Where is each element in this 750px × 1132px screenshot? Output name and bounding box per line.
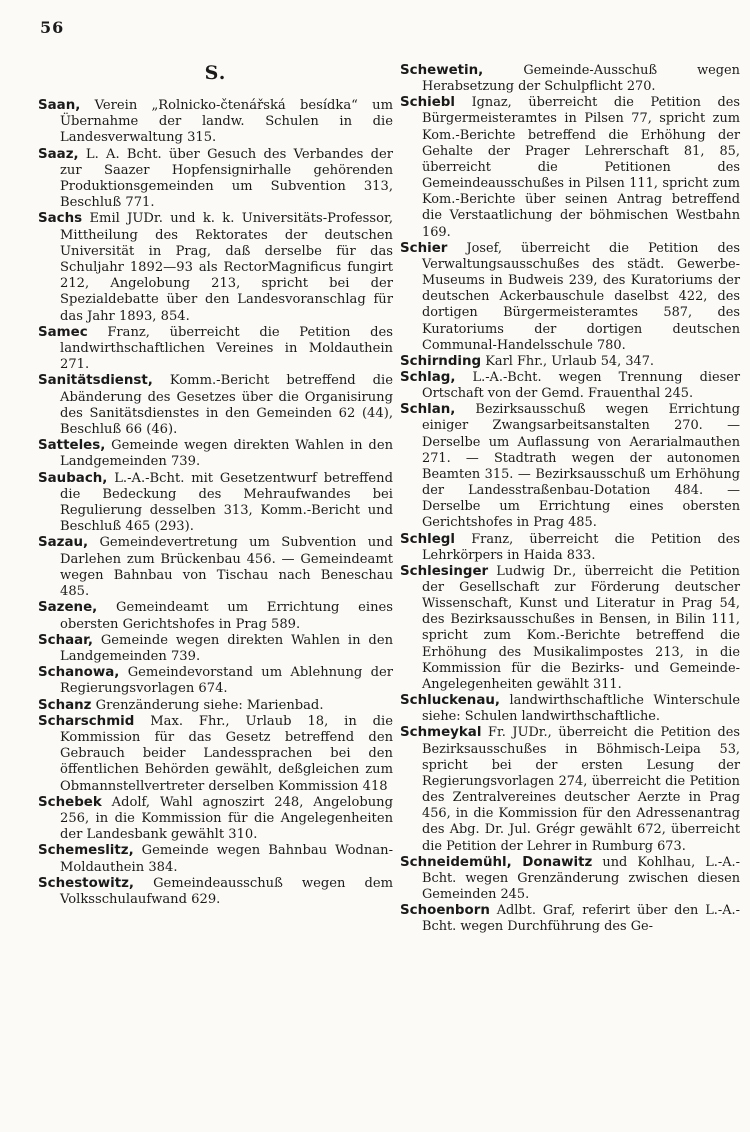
entry-text: Josef, überreicht die Petition des Verwaltungsausschußes des städt. Gewerbe-Museums in Budweis 239, des Kuratoriums der deutschen Ackerbauschule daselbst 422, des dortigen Bürgermeisteramtes 587, des Kuratoriums der dortigen deutschen Communal-Handelsschule 780. (422, 240, 740, 353)
entry-text: Gemeindeamt um Errichtung eines obersten Gerichtshofes in Prag 589. (60, 600, 393, 632)
page-number: 56 (40, 18, 65, 37)
index-entry (38, 535, 393, 600)
entry-name: Schebek (38, 794, 102, 810)
entry-name: Schanowa, (38, 665, 120, 681)
entry-name: Sanitätsdienst, (38, 373, 153, 389)
index-entry (400, 903, 740, 935)
index-entry (400, 241, 740, 354)
index-entry (400, 95, 740, 240)
entry-name: Schanz (38, 697, 92, 713)
entry-text: Max. Fhr., Urlaub 18, in die Kommission für das Gesetz betreffend den Gebrauch beider Landessprachen bei den öffentlichen Behörden gewählt, deßgleichen zum Obmannstellvertreter derselben Kommission 418 (60, 713, 393, 794)
entry-text: Ignaz, überreicht die Petition des Bürgermeisteramtes in Pilsen 77, spricht zum Kom.-Berichte betreffend die Erhöhung der Gehalte der Prager Lehrerschaft 81, 85, überreicht die Petitionen des Gemeindeausschußes in Pilsen 111, spricht zum Kom.-Berichte über seinen Antrag betreffend die Verstaatlichung der böhmischen Westbahn 169. (422, 95, 740, 240)
index-entry (400, 693, 740, 725)
entry-text: Gemeindevertretung um Subvention und Darlehen zum Brückenbau 456. — Gemeindeamt wegen Bahnbau von Tischau nach Beneschau 485. (60, 535, 393, 600)
entry-name: Schirnding (400, 353, 482, 369)
entry-text: Gemeindeausschuß wegen dem Volksschulaufwand 629. (60, 875, 393, 907)
entry-name: Satteles, (38, 438, 106, 454)
entry-text: Franz, überreicht die Petition des Lehrkörpers in Haida 833. (422, 531, 740, 563)
entry-name: Schemeslitz, (38, 843, 134, 859)
index-entry (38, 98, 393, 147)
entry-name: Saan, (38, 98, 81, 113)
right-column (400, 63, 740, 935)
entry-name: Sachs (38, 211, 83, 227)
entry-text: Ludwig Dr., überreicht die Petition der Gesellschaft zur Förderung deutscher Wissenschaft, Kunst und Literatur in Prag 54, des Bezirksausschußes in Bensen, in Bilin 111, spricht zum Kom.-Berichte betreffend die Erhöhung des Musikalimpostes 213, in die Kommission für die Bezirks- und Gemeinde-Angelegenheiten gewählt 311. (422, 563, 740, 692)
index-entry (38, 211, 393, 324)
entry-text: L.-A.-Bcht. mit Gesetzentwurf betreffend die Bedeckung des Mehraufwandes bei Regulierung desselben 313, Komm.-Bericht und Beschluß 465 (293). (60, 470, 393, 535)
index-entry (400, 564, 740, 693)
entry-name: Schoenborn (400, 903, 490, 919)
index-entry (400, 725, 740, 854)
entry-text: Bezirksausschuß wegen Errichtung einiger Zwangsarbeitsanstalten 270. — Derselbe um Auflassung von Aerarialmauthen 271. — Stadtrath wegen der autonomen Beamten 315. — Bezirksausschuß um Erhöhung der Landesstraßenbau-Dotation 484. — Derselbe um Errichtung eines obersten Gerichtshofes in Prag 485. (422, 402, 740, 531)
entry-name: Schlegl (400, 531, 455, 547)
entry-text: Grenzänderung siehe: Marienbad. (95, 697, 324, 713)
entry-text: und Kohlhau, L.-A.-Bcht. wegen Grenzänderung zwischen diesen Gemeinden 245. (422, 854, 740, 902)
index-entry (38, 147, 393, 212)
entry-text: Adlbt. Graf, referirt über den L.-A.-Bcht. wegen Durchführung des Ge- (422, 903, 740, 935)
right-entry-list (400, 63, 740, 935)
entry-name: Saaz, (38, 146, 79, 162)
entry-name: Schluckenau, (400, 693, 500, 709)
left-entry-list (38, 98, 393, 908)
entry-text: Komm.-Bericht betreffend die Abänderung des Gesetzes über die Organisirung des Sanitätsdienstes in den Gemeinden 62 (44), Beschluß 66 (46). (60, 373, 393, 438)
entry-name: Schneidemühl, Donawitz (400, 854, 593, 870)
entry-name: Schaar, (38, 632, 93, 648)
entry-text: Adolf, Wahl agnoszirt 248, Angelobung 256, in die Kommission für die Angelegenheiten der Landesbank gewählt 310. (60, 794, 393, 843)
entry-text: Emil JUDr. und k. k. Universitäts-Professor, Mittheilung des Rektorates der deutschen Universität in Prag, daß derselbe für das Schuljahr 1892—93 als RectorMagnificus fungirt 212, Angelobung 213, spricht bei der Spezialdebatte über den Landesvoranschlag für das Jahr 1893, 854. (60, 211, 393, 324)
entry-text: landwirthschaftliche Winterschule siehe: Schulen landwirthschaftliche. (422, 693, 740, 725)
index-entry (38, 714, 393, 795)
index-entry (400, 532, 740, 564)
index-entry (38, 843, 393, 875)
index-entry (38, 876, 393, 908)
entry-name: Sazene, (38, 600, 98, 616)
entry-name: Schlan, (400, 402, 456, 418)
index-entry (38, 438, 393, 470)
index-entry (38, 665, 393, 697)
entry-text: Karl Fhr., Urlaub 54, 347. (485, 353, 655, 369)
entry-text: Gemeinde wegen Bahnbau Wodnan-Moldauthein 384. (60, 843, 393, 875)
left-column (38, 62, 393, 908)
entry-name: Scharschmid (38, 713, 135, 729)
index-entry (38, 325, 393, 374)
entry-text: L.-A.-Bcht. wegen Trennung dieser Ortschaft von der Gemd. Frauenthal 245. (422, 369, 740, 402)
section-letter: S. (204, 62, 227, 84)
entry-text: Franz, überreicht die Petition des landwirthschaftlichen Vereines in Moldauthein 271. (60, 324, 393, 373)
index-entry (400, 63, 740, 95)
index-entry (400, 354, 740, 370)
entry-name: Schier (400, 240, 448, 256)
entry-text: Gemeinde wegen direkten Wahlen in den Landgemeinden 739. (60, 438, 393, 470)
entry-text: Gemeindevorstand um Ablehnung der Regierungsvorlagen 674. (60, 665, 393, 697)
entry-name: Schiebl (400, 95, 455, 111)
entry-text: Gemeinde-Ausschuß wegen Herabsetzung der Schulpflicht 270. (422, 63, 740, 95)
index-entry (38, 795, 393, 844)
entry-name: Schestowitz, (38, 875, 135, 891)
index-entry (400, 370, 740, 402)
entry-text: Verein „Rolnicko-čtenářská besídka“ um Übernahme der landw. Schulen in die Landesverwaltung 315. (60, 98, 393, 146)
index-entry (38, 471, 393, 536)
index-entry (38, 698, 393, 714)
entry-text: Gemeinde wegen direkten Wahlen in den Landgemeinden 739. (60, 632, 393, 664)
entry-text: L. A. Bcht. über Gesuch des Verbandes der zur Saazer Hopfensignirhalle gehörenden Produktionsgemeinden um Subvention 313, Beschluß 771. (60, 146, 393, 211)
entry-name: Schmeykal (400, 725, 482, 741)
entry-name: Saubach, (38, 470, 108, 486)
entry-name: Samec (38, 324, 88, 340)
entry-name: Sazau, (38, 535, 89, 551)
entry-name: Schewetin, (400, 63, 484, 78)
entry-text: Fr. JUDr., überreicht die Petition des Bezirksausschußes in Böhmisch-Leipa 53, spricht bei der ersten Lesung der Regierungsvorlagen 274, überreicht die Petition des Zentralvereines deutscher Aerzte in Prag 456, in die Kommission für den Adressenantrag des Abg. Dr. Jul. Grégr gewählt 672, überreicht die Petition der Lehrer in Rumburg 673. (422, 725, 740, 854)
entry-name: Schlesinger (400, 563, 489, 579)
index-entry (400, 855, 740, 903)
index-entry (38, 633, 393, 665)
index-entry (38, 600, 393, 632)
entry-name: Schlag, (400, 369, 456, 385)
index-entry (400, 402, 740, 531)
index-entry (38, 373, 393, 438)
